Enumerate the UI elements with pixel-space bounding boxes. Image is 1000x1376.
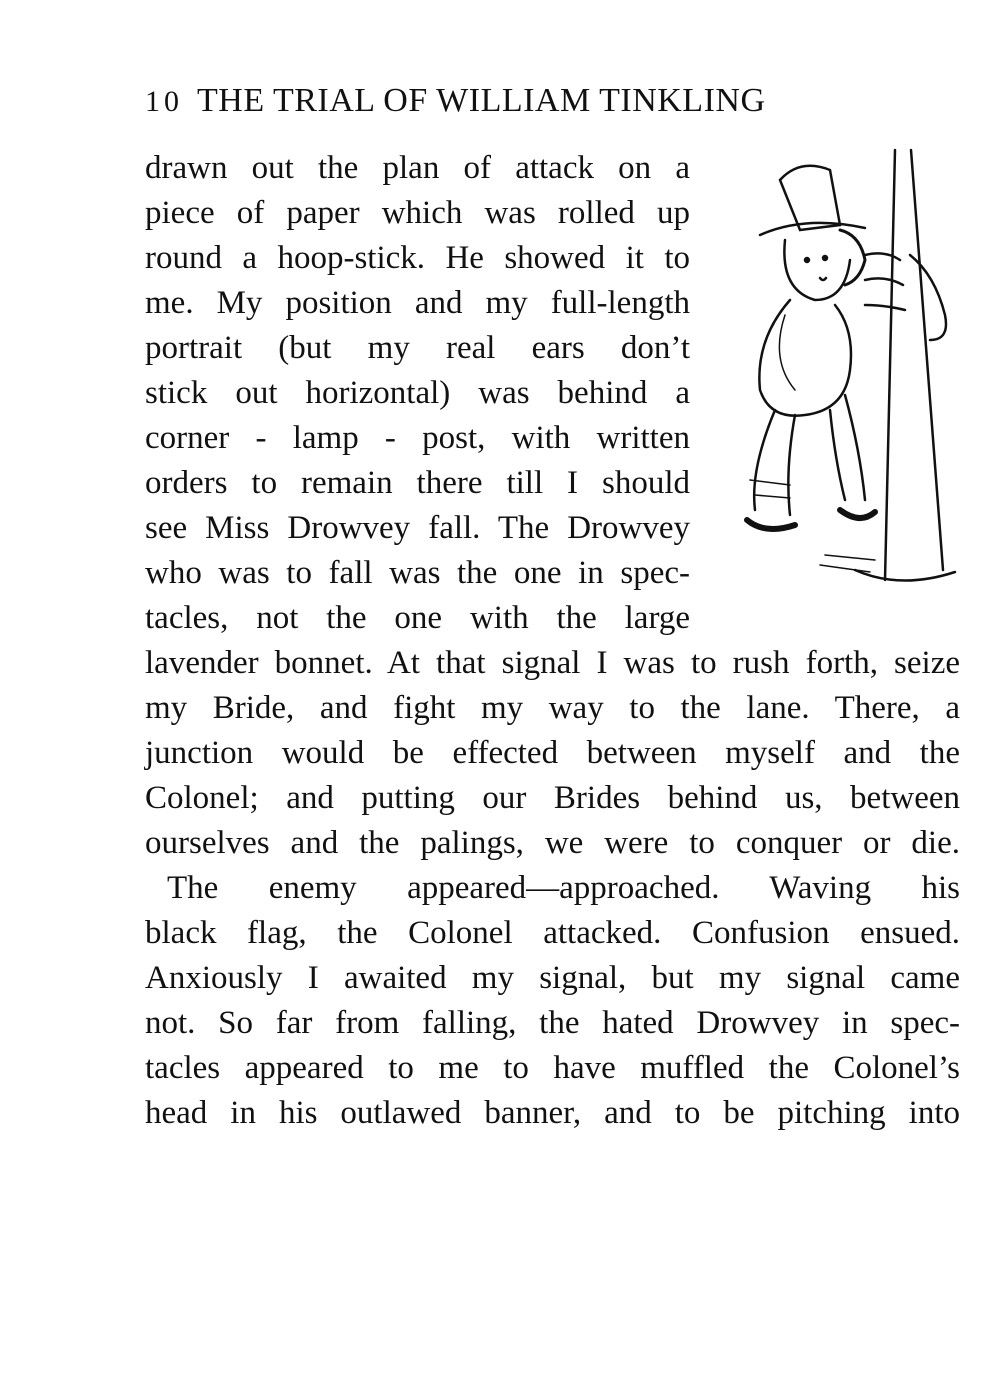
- text-line: The enemy appeared—approached. Waving his: [167, 870, 960, 906]
- text-line: stick out horizontal) was behind a: [145, 375, 690, 411]
- text-line: portrait (but my real ears don’t: [145, 330, 690, 366]
- text-line: see Miss Drowvey fall. The Drowvey: [145, 510, 690, 546]
- text-line: corner - lamp - post, with written: [145, 420, 690, 456]
- text-line: tacles, not the one with the large: [145, 600, 690, 636]
- text-line: Anxiously I awaited my signal, but my signal came: [145, 960, 960, 996]
- text-line: orders to remain there till I should: [145, 465, 690, 501]
- text-line: my Bride, and fight my way to the lane. There, a: [145, 690, 960, 726]
- text-line: round a hoop-stick. He showed it to: [145, 240, 690, 276]
- text-line: not. So far from falling, the hated Drowvey in spec-: [145, 1005, 960, 1041]
- text-line: head in his outlawed banner, and to be pitching into: [145, 1095, 960, 1131]
- text-line: tacles appeared to me to have muffled the Colonel’s: [145, 1050, 960, 1086]
- running-header: [145, 82, 960, 120]
- text-line: ourselves and the palings, we were to conquer or die.: [145, 825, 960, 861]
- text-line: piece of paper which was rolled up: [145, 195, 690, 231]
- text-line: black flag, the Colonel attacked. Confusion ensued.: [145, 915, 960, 951]
- text-line: lavender bonnet. At that signal I was to rush forth, seize: [145, 645, 960, 681]
- page-number: 10: [145, 85, 183, 118]
- text-line: junction would be effected between myself and the: [145, 735, 960, 771]
- text-line: drawn out the plan of attack on a: [145, 150, 690, 186]
- text-line: me. My position and my full-length: [145, 285, 690, 321]
- running-title: THE TRIAL OF WILLIAM TINKLING: [197, 82, 766, 119]
- text-line: who was to fall was the one in spec-: [145, 555, 690, 591]
- illustration-boy-behind-lamp-post: [725, 140, 965, 590]
- text-line: Colonel; and putting our Brides behind us, between: [145, 780, 960, 816]
